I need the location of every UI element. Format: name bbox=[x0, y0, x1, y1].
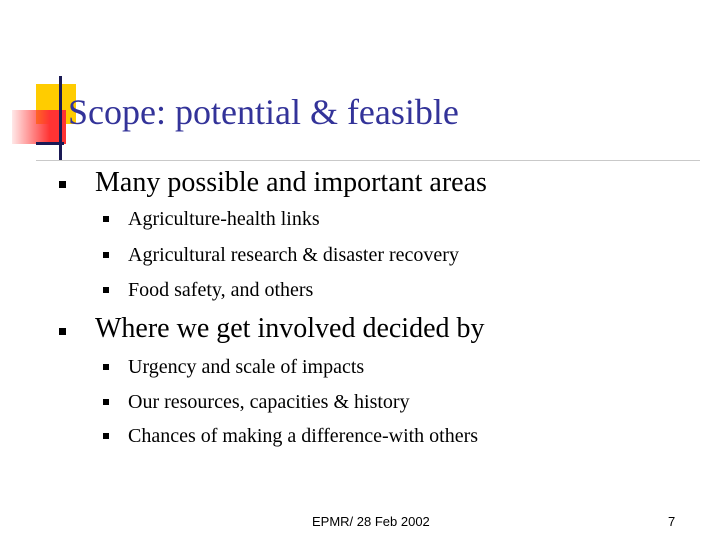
sub-bullet-square-icon bbox=[103, 433, 109, 439]
sub-bullet-square-icon bbox=[103, 364, 109, 370]
sub-bullet-square-icon bbox=[103, 287, 109, 293]
logo-vertical-line bbox=[59, 76, 62, 160]
sub-bullet-text: Urgency and scale of impacts bbox=[128, 356, 365, 378]
sub-bullet-text: Agricultural research & disaster recovery bbox=[128, 244, 459, 266]
bullet-text: Where we get involved decided by bbox=[95, 313, 485, 344]
slide-title: Scope: potential & feasible bbox=[68, 92, 459, 132]
bullet-text: Many possible and important areas bbox=[95, 167, 487, 198]
sub-bullet-square-icon bbox=[103, 252, 109, 258]
sub-bullet-square-icon bbox=[103, 216, 109, 222]
sub-bullet-square-icon bbox=[103, 399, 109, 405]
sub-bullet-text: Agriculture-health links bbox=[128, 208, 320, 230]
slide-logo-decoration bbox=[0, 0, 720, 170]
sub-bullet-text: Our resources, capacities & history bbox=[128, 391, 410, 413]
slide-footer: EPMR/ 28 Feb 2002 bbox=[312, 514, 430, 529]
bullet-square-icon bbox=[59, 181, 66, 188]
logo-short-line bbox=[36, 142, 64, 145]
bullet-square-icon bbox=[59, 328, 66, 335]
sub-bullet-text: Chances of making a difference-with others bbox=[128, 425, 479, 447]
logo-red-bar bbox=[12, 110, 66, 144]
sub-bullet-text: Food safety, and others bbox=[128, 279, 314, 301]
title-underline bbox=[36, 160, 700, 161]
page-number: 7 bbox=[668, 514, 676, 529]
